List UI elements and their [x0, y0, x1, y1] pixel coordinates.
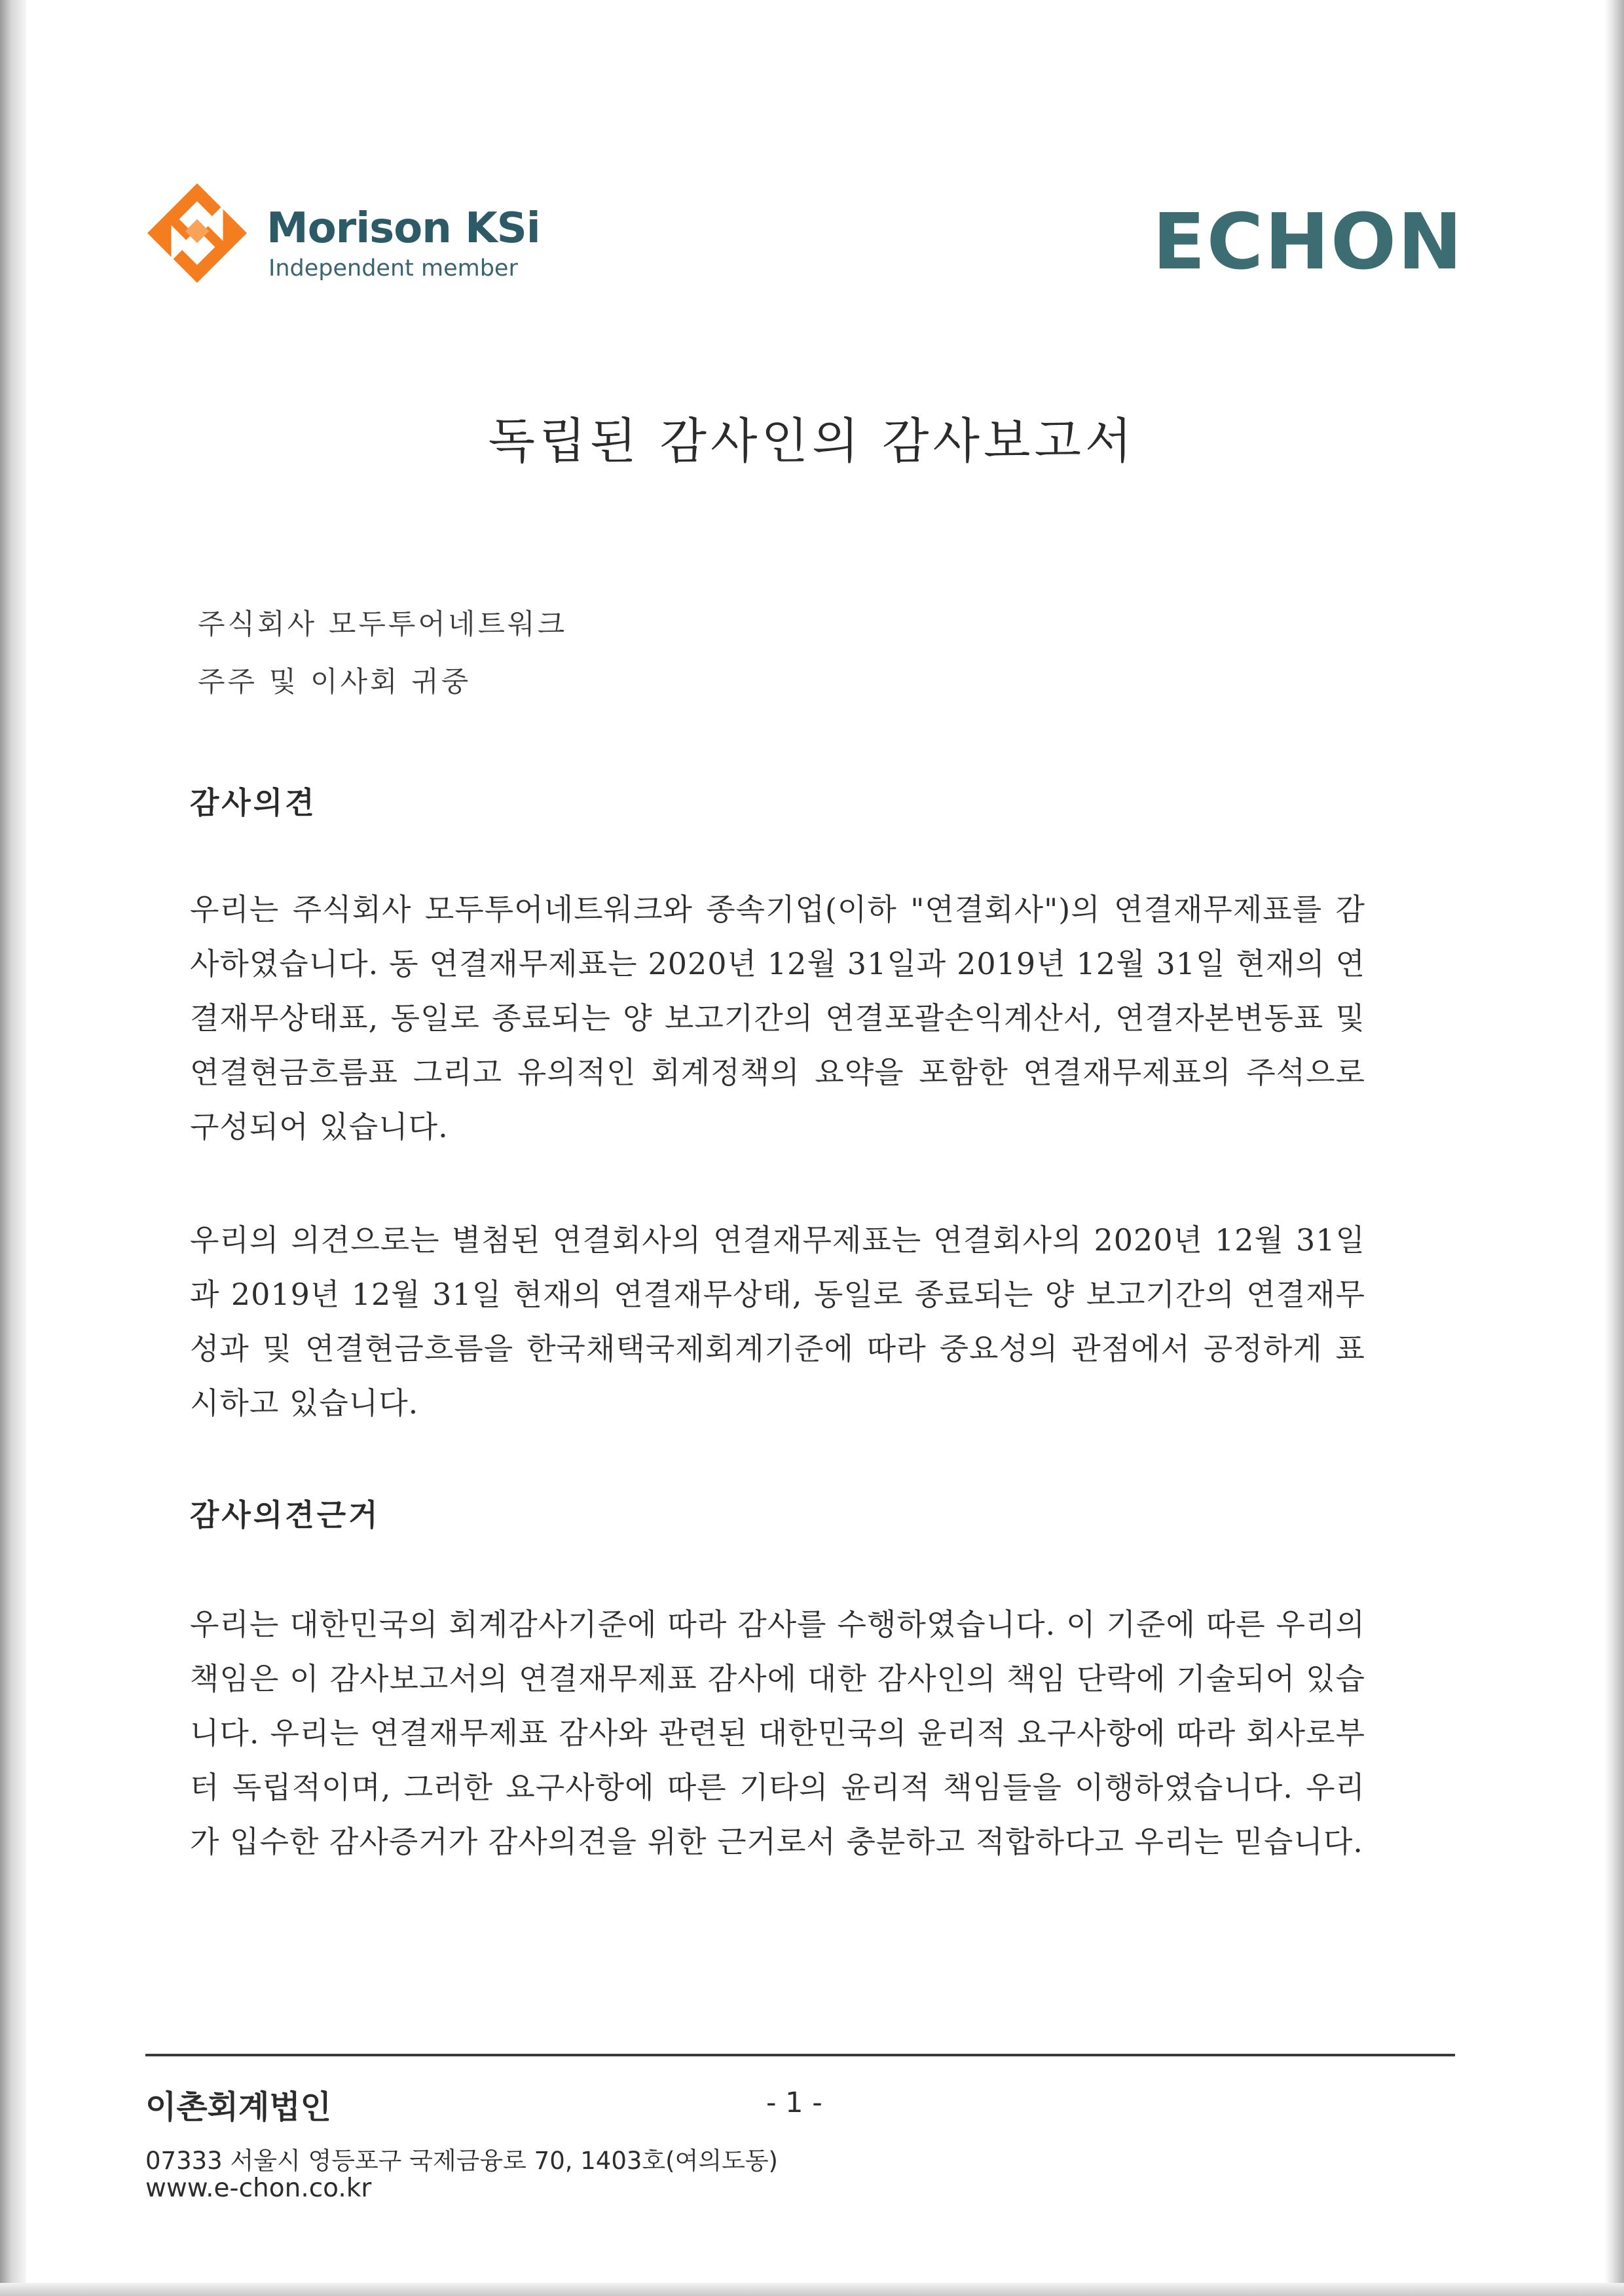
opinion-paragraph-2: 우리의 의견으로는 별첨된 연결회사의 연결재무제표는 연결회사의 2020년 12월 31일과 2019년 12월 31일 현재의 연결재무상태, 동일로 종료되는 양 보고기간의 연결재무성과 및 연결현금흐름을 한국채택국제회계기준에 따라 중요성의 관점에서 공정하게 표시하고 있습니다. [190, 1222, 1365, 1421]
morison-ksi-name: Morison KSi [267, 204, 540, 253]
echon-logo: ECHON [1152, 196, 1464, 287]
footer-divider [145, 2054, 1455, 2056]
footer-website: www.e-chon.co.kr [145, 2174, 372, 2203]
footer-address: 07333 서울시 영등포구 국제금융로 70, 1403호(여의도동) [145, 2147, 778, 2175]
morison-ksi-subtitle: Independent member [268, 255, 518, 282]
morison-ksi-mark-icon [147, 183, 247, 283]
scan-shadow-left [0, 0, 26, 2296]
basis-heading: 감사의견근거 [190, 1497, 380, 1533]
scan-shadow-bottom [0, 2283, 1624, 2296]
basis-paragraph: 우리는 대한민국의 회계감사기준에 따라 감사를 수행하였습니다. 이 기준에 따른 우리의 책임은 이 감사보고서의 연결재무제표 감사에 대한 감사인의 책임 단락에 기술되어 있습니다. 우리는 연결재무제표 감사와 관련된 대한민국의 윤리적 요구사항에 따라 회사로부터 독립적이며, 그러한 요구사항에 따른 기타의 윤리적 책임들을 이행하였습니다. 우리가 입수한 감사증거가 감사의견을 위한 근거로서 충분하고 적합하다고 우리는 믿습니다. [190, 1607, 1365, 1859]
footer-firm-name: 이촌회계법인 [145, 2088, 332, 2126]
addressee-block [198, 596, 567, 711]
report-title: 독립된 감사인의 감사보고서 [488, 413, 1136, 469]
addressee-recipients: 주주 및 이사회 귀중 [198, 666, 471, 699]
opinion-paragraph-1: 우리는 주식회사 모두투어네트워크와 종속기업(이하 "연결회사")의 연결재무제표를 감사하였습니다. 동 연결재무제표는 2020년 12월 31일과 2019년 12월 31일 현재의 연결재무상태표, 동일로 종료되는 양 보고기간의 연결포괄손익계산서, 연결자본변동표 및 연결현금흐름표 그리고 유의적인 회계정책의 요약을 포함한 연결재무제표의 주석으로 구성되어 있습니다. [190, 892, 1365, 1144]
scan-shadow-right [1604, 0, 1624, 2296]
morison-ksi-logo [147, 183, 540, 288]
addressee-company: 주식회사 모두투어네트워크 [198, 608, 568, 641]
opinion-heading: 감사의견 [190, 785, 317, 820]
page-number: - 1 - [766, 2086, 822, 2119]
